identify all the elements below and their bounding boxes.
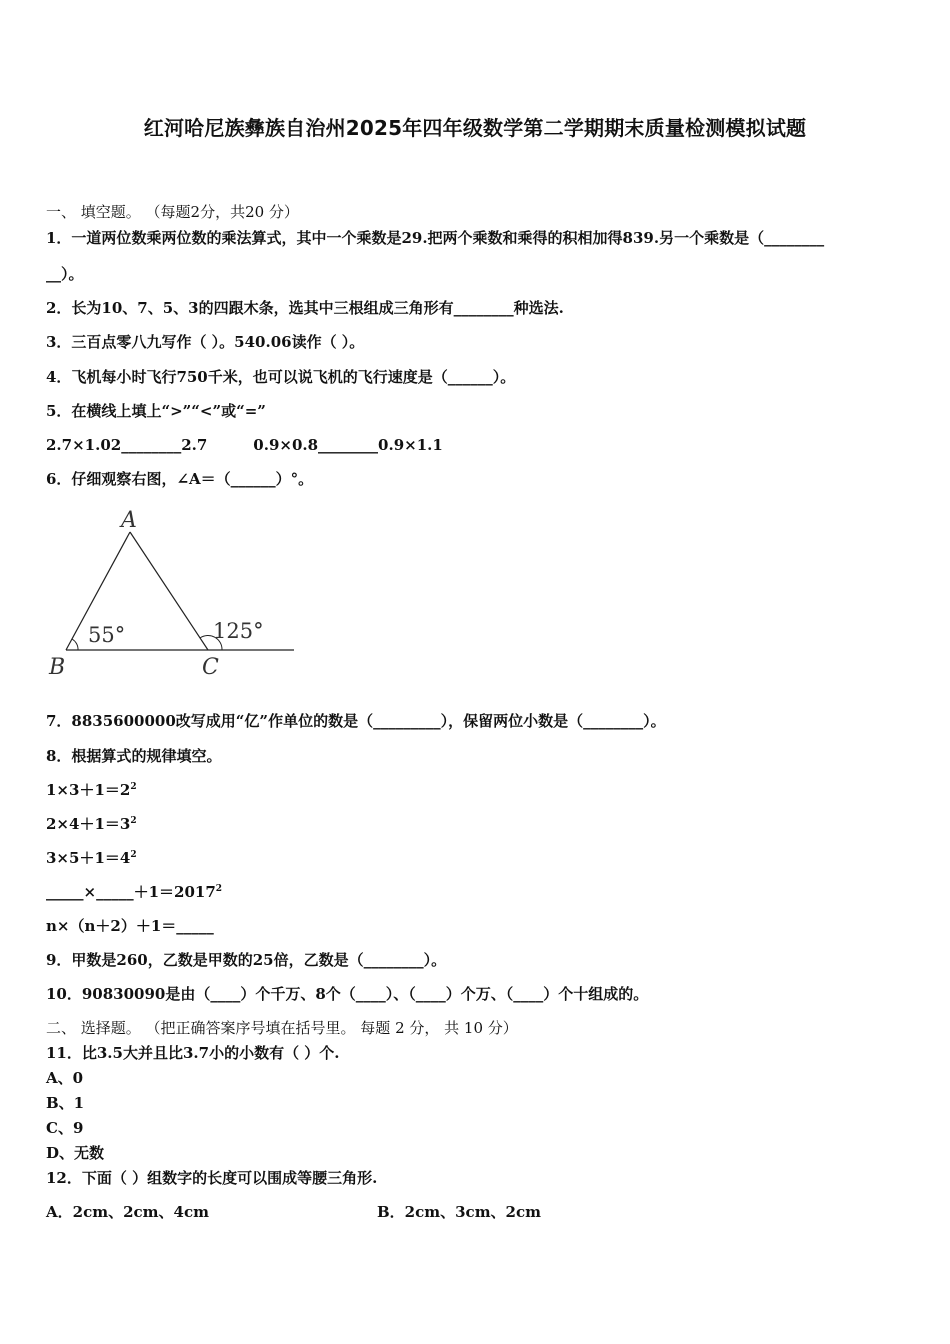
section-heading-fill-blank: 一、 填空题。 （每题2分，共20 分） (46, 203, 299, 221)
question-6: 6．仔细观察右图，∠A＝（______）°。 (46, 470, 314, 488)
question-2: 2．长为10、7、5、3的四跟木条，选其中三根组成三角形有________种选法. (46, 299, 564, 317)
question-5: 5．在横线上填上“>”“<”或“=” (46, 402, 266, 420)
question-5-item-a: 2.7×1.02________2.7 (46, 436, 208, 454)
question-8-row-2: $2\times 4+1=3^2$ (46, 815, 137, 833)
question-11-option-d: D、无数 (46, 1144, 105, 1162)
question-8-row-5: n×（n＋2）＋1＝_____ (46, 917, 214, 935)
question-10: 10．90830090是由（____）个千万、8个（____）、（____）个万、（____）个十组成的。 (46, 985, 649, 1003)
label-b: B (49, 655, 66, 680)
question-11-option-a: A、0 (46, 1069, 84, 1087)
question-3: 3．三百点零八九写作（ ）。540.06读作（ ）。 (46, 333, 365, 351)
side-ac (130, 532, 208, 650)
question-12-option-b: B．2cm、3cm、2cm (377, 1203, 542, 1221)
question-5-items (46, 435, 443, 455)
question-12: 12．下面（ ）组数字的长度可以围成等腰三角形. (46, 1169, 378, 1187)
triangle-figure (44, 504, 304, 684)
question-8: 8．根据算式的规律填空。 (46, 747, 222, 765)
question-11-option-b: B、1 (46, 1094, 85, 1112)
question-8-row-4: $\_\_\_\_\_\times\_\_\_\_\_+1=2017^2$ (46, 883, 223, 901)
question-8-row-1: $1\times 3+1=2^2$ (46, 781, 137, 799)
question-11-option-c: C、9 (46, 1119, 84, 1137)
angle-b-label: 55° (88, 623, 126, 647)
page-title: 红河哈尼族彝族自治州2025年四年级数学第二学期期末质量检测模拟试题 (143, 116, 807, 140)
angle-ext-label: 125° (213, 619, 264, 643)
question-5-item-b: 0.9×0.8________0.9×1.1 (253, 436, 443, 454)
label-c: C (202, 655, 219, 680)
question-8-row-3: $3\times 5+1=4^2$ (46, 849, 137, 867)
question-7: 7．8835600000改写成用“亿”作单位的数是（_________），保留两位小数是（________）。 (46, 712, 666, 730)
question-9: 9．甲数是260，乙数是甲数的25倍，乙数是（________）。 (46, 951, 447, 969)
angle-b-arc (72, 639, 78, 650)
question-12-option-a: A．2cm、2cm、4cm (46, 1203, 209, 1221)
question-1-line-2: __）。 (46, 265, 84, 283)
question-4: 4．飞机每小时飞行750千米，也可以说飞机的飞行速度是（______）。 (46, 368, 516, 386)
question-1-line-1: 1．一道两位数乘两位数的乘法算式，其中一个乘数是29.把两个乘数和乘得的积相加得839.另一个乘数是（________ (46, 229, 825, 247)
label-a: A (121, 508, 137, 533)
section-heading-choice: 二、 选择题。 （把正确答案序号填在括号里。 每题 2 分， 共 10 分） (46, 1019, 518, 1037)
question-11: 11．比3.5大并且比3.7小的小数有（ ）个. (46, 1044, 340, 1062)
